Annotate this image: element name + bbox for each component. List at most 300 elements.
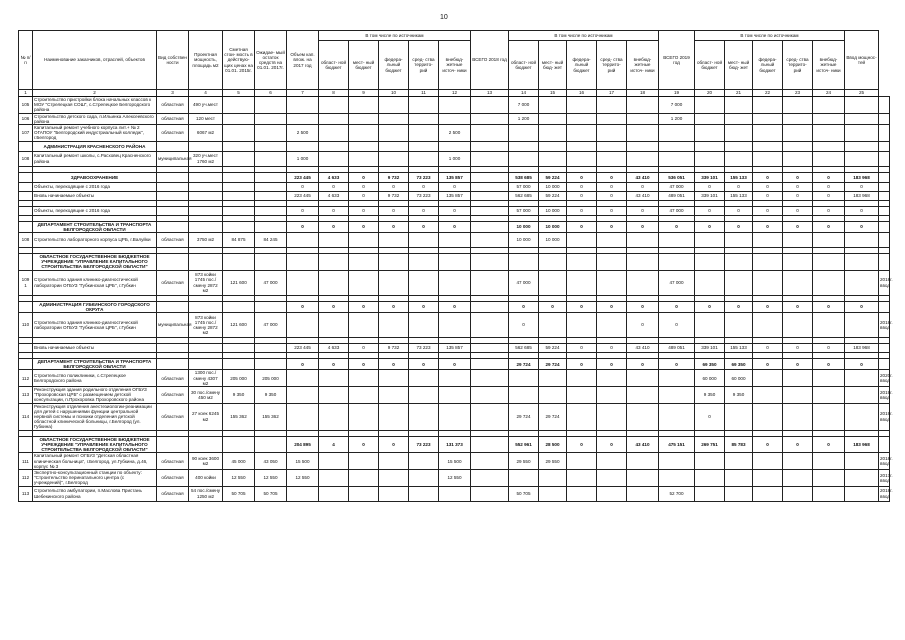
row-value: 0 xyxy=(813,221,845,232)
row-value: 4 xyxy=(319,436,349,453)
row-value: 0 xyxy=(567,359,597,370)
column-number: 21 xyxy=(725,90,753,97)
row-value: 47 000 xyxy=(659,182,695,191)
row-capacity xyxy=(189,191,223,200)
row-capacity xyxy=(189,344,223,353)
row-value xyxy=(471,436,509,453)
row-value xyxy=(659,125,695,142)
row-value: 60 000 xyxy=(725,370,753,387)
row-value xyxy=(349,370,379,387)
row-capacity: 120 мест xyxy=(189,113,223,124)
row-capacity xyxy=(189,141,223,151)
row-value: 552 961 xyxy=(509,436,539,453)
row-value xyxy=(695,125,725,142)
row-value: 0 xyxy=(783,301,813,312)
row-value xyxy=(783,469,813,486)
row-value xyxy=(725,125,753,142)
row-value xyxy=(409,270,439,295)
row-value: 0 xyxy=(439,206,471,215)
row-value: 1 200 xyxy=(659,113,695,124)
row-ownership xyxy=(157,221,189,232)
row-value xyxy=(879,301,890,312)
row-value xyxy=(509,370,539,387)
row-value xyxy=(409,97,439,114)
row-value: 0 xyxy=(627,221,659,232)
row-value: 0 xyxy=(627,182,659,191)
row-value: 0 xyxy=(567,191,597,200)
row-value: 0 xyxy=(813,182,845,191)
row-value: 0 xyxy=(439,301,471,312)
row-value: 204 895 xyxy=(287,436,319,453)
row-value: 0 xyxy=(567,172,597,182)
row-value xyxy=(813,387,845,404)
row-capacity: 1300 пос./смену 4307 м2 xyxy=(189,370,223,387)
row-name: Экспертно-консультационный станции по объекту: "Строительство перинатального центра (с учреждений)", г.Белгород xyxy=(33,469,157,486)
row-value xyxy=(471,453,509,470)
row-value xyxy=(439,313,471,338)
row-value: 0 xyxy=(845,206,879,215)
row-value xyxy=(379,97,409,114)
header-cost: Сметная стои- мость в действую- щих ценах на 01.01. 2015г. xyxy=(223,31,255,90)
row-value xyxy=(627,151,659,166)
row-value xyxy=(567,453,597,470)
row-value xyxy=(409,151,439,166)
table-row xyxy=(19,206,890,215)
column-number: 17 xyxy=(597,90,627,97)
row-number: 112 xyxy=(19,370,33,387)
row-value xyxy=(783,270,813,295)
row-value: 0 xyxy=(379,206,409,215)
row-ownership: муниципальная xyxy=(157,151,189,166)
row-value: 12 550 xyxy=(287,469,319,486)
row-value xyxy=(597,270,627,295)
row-value xyxy=(539,387,567,404)
row-number xyxy=(19,344,33,353)
row-value xyxy=(627,113,659,124)
row-value: 0 xyxy=(409,221,439,232)
row-value: 0 xyxy=(539,301,567,312)
column-number: 1 xyxy=(19,90,33,97)
row-value xyxy=(783,313,813,338)
row-value xyxy=(783,387,813,404)
row-value xyxy=(471,469,509,486)
row-value xyxy=(409,125,439,142)
row-value xyxy=(695,270,725,295)
row-value: 47 000 xyxy=(255,313,287,338)
column-number: 12 xyxy=(439,90,471,97)
row-value xyxy=(725,97,753,114)
row-value: 223 445 xyxy=(287,172,319,182)
column-number: 23 xyxy=(783,90,813,97)
row-value xyxy=(539,486,567,501)
row-ownership: областная xyxy=(157,370,189,387)
row-value xyxy=(319,486,349,501)
row-value: 135 857 xyxy=(439,344,471,353)
row-number xyxy=(19,206,33,215)
row-value xyxy=(349,254,379,271)
row-number: 114 xyxy=(19,403,33,430)
row-value: 0 xyxy=(597,172,627,182)
row-value xyxy=(597,141,627,151)
section-row xyxy=(19,359,890,370)
row-value: 0 xyxy=(813,172,845,182)
row-value xyxy=(725,254,753,271)
row-name: Реконструкция отделения анестезиологии-реанимации для детей с нарушениями функции центральной нервной системы и психики отделения детской областной клинической больницы, г.Белгород (ул. Губкина) xyxy=(33,403,157,430)
row-value: 0 xyxy=(379,359,409,370)
row-value xyxy=(319,370,349,387)
column-number: 18 xyxy=(627,90,659,97)
row-value xyxy=(627,387,659,404)
row-number: 105 xyxy=(19,97,33,114)
row-value: 1 000 xyxy=(287,151,319,166)
row-value xyxy=(567,469,597,486)
row-value xyxy=(471,387,509,404)
row-value: 0 xyxy=(597,191,627,200)
row-value: 0 xyxy=(753,221,783,232)
row-ownership xyxy=(157,359,189,370)
row-value: 10 000 xyxy=(539,233,567,248)
row-value xyxy=(695,469,725,486)
row-ownership xyxy=(157,344,189,353)
row-value: 205 000 xyxy=(223,370,255,387)
row-name: Объекты, переходящие с 2016 года xyxy=(33,206,157,215)
row-value xyxy=(255,301,287,312)
header-name: Наименование заказчиков, отраслей, объектов xyxy=(33,31,157,90)
row-value: 2018г. ввод xyxy=(879,270,890,295)
row-capacity xyxy=(189,359,223,370)
row-value xyxy=(725,403,753,430)
row-value xyxy=(725,141,753,151)
column-number: 7 xyxy=(287,90,319,97)
row-value xyxy=(439,233,471,248)
row-value xyxy=(471,172,509,182)
row-value: 12 550 xyxy=(439,469,471,486)
header-src: мест- ный бюджет xyxy=(349,41,379,90)
header-src: сред- ства террито- рий xyxy=(597,41,627,90)
row-ownership: областная xyxy=(157,453,189,470)
row-value: 0 xyxy=(349,206,379,215)
row-value xyxy=(439,403,471,430)
row-value xyxy=(567,151,597,166)
row-value xyxy=(845,403,879,430)
row-value: 0 xyxy=(783,436,813,453)
row-value: 2020г. ввод xyxy=(879,370,890,387)
row-value xyxy=(813,453,845,470)
row-value xyxy=(255,191,287,200)
row-value xyxy=(597,403,627,430)
row-value: 28 500 xyxy=(539,436,567,453)
header-src: внебюд- жетные источ- ники xyxy=(813,41,845,90)
row-value xyxy=(695,113,725,124)
row-number xyxy=(19,141,33,151)
row-value: 0 xyxy=(783,182,813,191)
row-value xyxy=(725,486,753,501)
row-value: 0 xyxy=(349,191,379,200)
row-name: Строительство здания клинико-диагностической лаборатории ОГБУЗ "Губкинская ЦРБ", г.Губкин xyxy=(33,270,157,295)
row-value xyxy=(845,97,879,114)
row-value xyxy=(725,453,753,470)
row-value xyxy=(471,313,509,338)
row-value: 0 xyxy=(287,301,319,312)
row-value xyxy=(409,469,439,486)
row-value: 73 223 xyxy=(409,172,439,182)
row-capacity: 490 уч.мест xyxy=(189,97,223,114)
row-value xyxy=(597,370,627,387)
table-row xyxy=(19,113,890,124)
row-value xyxy=(783,453,813,470)
row-value: 0 xyxy=(659,301,695,312)
row-value: 0 xyxy=(627,206,659,215)
row-value: 9 350 xyxy=(695,387,725,404)
row-value xyxy=(255,206,287,215)
row-value xyxy=(379,486,409,501)
row-value xyxy=(783,486,813,501)
row-value: 0 xyxy=(409,359,439,370)
row-name: Капитальный ремонт учебного корпуса лит.+ № 2 ОГАПОУ "Белгородский индустриальный колледж", г.Белгород xyxy=(33,125,157,142)
table-row xyxy=(19,97,890,114)
row-value xyxy=(879,113,890,124)
row-value: 2 500 xyxy=(287,125,319,142)
row-value: 183 968 xyxy=(845,172,879,182)
row-value: 69 350 xyxy=(725,359,753,370)
column-number: 3 xyxy=(157,90,189,97)
row-value xyxy=(287,387,319,404)
row-value xyxy=(349,113,379,124)
row-ownership: областная xyxy=(157,403,189,430)
row-value: 0 xyxy=(567,206,597,215)
row-value: 0 xyxy=(379,182,409,191)
row-value xyxy=(813,469,845,486)
row-value: 0 xyxy=(379,221,409,232)
table-row xyxy=(19,125,890,142)
row-value: 0 xyxy=(725,221,753,232)
row-value xyxy=(223,359,255,370)
row-number: 106 xyxy=(19,113,33,124)
row-value xyxy=(409,254,439,271)
row-value: 339 101 xyxy=(695,344,725,353)
row-value xyxy=(753,97,783,114)
row-value: 0 xyxy=(287,221,319,232)
row-value: 10 000 xyxy=(539,182,567,191)
row-value xyxy=(813,370,845,387)
table-row xyxy=(19,344,890,353)
row-value: 10 000 xyxy=(539,221,567,232)
row-name: Капитальный ремонт ОГБУЗ "Детская областная клиническая больница", г.Белгород, ул.Губкина, д.46, корпус № 3 xyxy=(33,453,157,470)
table-row xyxy=(19,233,890,248)
header-sources-c: В том числе по источникам xyxy=(695,31,845,41)
row-value: 9 732 xyxy=(379,191,409,200)
row-value xyxy=(695,254,725,271)
row-value: 0 xyxy=(753,182,783,191)
row-value xyxy=(379,141,409,151)
row-value: 47 000 xyxy=(255,270,287,295)
row-value xyxy=(379,125,409,142)
row-value xyxy=(409,370,439,387)
row-value xyxy=(349,313,379,338)
row-value xyxy=(813,403,845,430)
row-value xyxy=(753,453,783,470)
row-value: 0 xyxy=(349,221,379,232)
row-ownership xyxy=(157,436,189,453)
row-value xyxy=(255,141,287,151)
column-number: 6 xyxy=(255,90,287,97)
row-value xyxy=(879,191,890,200)
row-ownership: областная xyxy=(157,270,189,295)
row-value: 0 xyxy=(409,206,439,215)
row-value: 0 xyxy=(597,182,627,191)
row-value xyxy=(627,270,659,295)
row-value: 0 xyxy=(379,436,409,453)
row-number xyxy=(19,221,33,232)
row-value: 2019г. ввод xyxy=(879,403,890,430)
row-value xyxy=(627,403,659,430)
table-row xyxy=(19,270,890,295)
row-value xyxy=(223,344,255,353)
row-value xyxy=(349,270,379,295)
row-name: ДЕПАРТАМЕНТ СТРОИТЕЛЬСТВА И ТРАНСПОРТА БЕЛГОРОДСКОЙ ОБЛАСТИ xyxy=(33,221,157,232)
row-ownership xyxy=(157,191,189,200)
header-src: федера- льный бюджет xyxy=(567,41,597,90)
row-value xyxy=(287,313,319,338)
row-value: 47 000 xyxy=(509,270,539,295)
section-row xyxy=(19,436,890,453)
row-value xyxy=(223,141,255,151)
row-value xyxy=(379,370,409,387)
row-value xyxy=(223,113,255,124)
row-value xyxy=(597,254,627,271)
row-value: 0 xyxy=(597,301,627,312)
row-name: Объекты, переходящие с 2016 года xyxy=(33,182,157,191)
row-value xyxy=(223,206,255,215)
row-value xyxy=(845,141,879,151)
row-value: 85 783 xyxy=(725,436,753,453)
row-value xyxy=(753,403,783,430)
row-value xyxy=(659,403,695,430)
row-value xyxy=(845,370,879,387)
row-value xyxy=(725,113,753,124)
row-value xyxy=(567,141,597,151)
row-value: 0 xyxy=(813,206,845,215)
row-value xyxy=(319,453,349,470)
row-name: Строительство здания клинико-диагностической лаборатории ОГБУЗ "Губкинская ЦРБ", г.Губкин xyxy=(33,313,157,338)
row-value xyxy=(567,113,597,124)
row-value: 0 xyxy=(349,436,379,453)
row-value xyxy=(879,125,890,142)
row-value: 0 xyxy=(659,313,695,338)
row-value xyxy=(509,151,539,166)
row-capacity: 27 коек 6245 м2 xyxy=(189,403,223,430)
row-capacity: 90 коек 3600 м2 xyxy=(189,453,223,470)
row-value: 73 223 xyxy=(409,344,439,353)
header-src: мест- ный бюд- жет xyxy=(539,41,567,90)
row-number: 108 xyxy=(19,151,33,166)
row-name: Строительство пристройки блока начальных классов к МОУ "Стрелецкая СОШ", с.Стрелецкое Белгородского района xyxy=(33,97,157,114)
row-value: 489 051 xyxy=(659,344,695,353)
row-value xyxy=(539,151,567,166)
row-value xyxy=(813,313,845,338)
table-row xyxy=(19,313,890,338)
row-value: 0 xyxy=(567,301,597,312)
row-value: 0 xyxy=(695,301,725,312)
row-number: 113 xyxy=(19,486,33,501)
row-value xyxy=(753,313,783,338)
row-value xyxy=(255,151,287,166)
row-value: 0 xyxy=(597,436,627,453)
row-value: 43 410 xyxy=(627,191,659,200)
header-src: внебюд- жетные источ- ники xyxy=(627,41,659,90)
row-value xyxy=(319,125,349,142)
row-value: 223 445 xyxy=(287,191,319,200)
row-value: 0 xyxy=(725,182,753,191)
row-value: 0 xyxy=(349,172,379,182)
row-value xyxy=(813,233,845,248)
row-value xyxy=(813,125,845,142)
row-ownership: областная xyxy=(157,469,189,486)
row-value xyxy=(471,151,509,166)
row-capacity: 873 койки 1745 пос./смену 2872 м2 xyxy=(189,270,223,295)
row-value: 489 051 xyxy=(659,191,695,200)
row-value: 0 xyxy=(813,344,845,353)
row-value: 155 133 xyxy=(725,172,753,182)
row-value xyxy=(627,97,659,114)
row-name: ЗДРАВООХРАНЕНИЕ xyxy=(33,172,157,182)
row-value xyxy=(695,453,725,470)
row-value xyxy=(439,97,471,114)
row-value xyxy=(223,182,255,191)
row-value xyxy=(659,151,695,166)
row-value xyxy=(439,370,471,387)
row-value: 0 xyxy=(597,344,627,353)
row-value: 29 550 xyxy=(509,453,539,470)
row-value xyxy=(783,113,813,124)
row-value xyxy=(471,113,509,124)
row-value xyxy=(287,403,319,430)
row-value xyxy=(223,97,255,114)
row-value: 0 xyxy=(349,301,379,312)
column-number: 2 xyxy=(33,90,157,97)
row-value xyxy=(845,151,879,166)
header-src: област- ной бюджет xyxy=(695,41,725,90)
row-value: 57 000 xyxy=(509,206,539,215)
row-value xyxy=(627,453,659,470)
row-capacity xyxy=(189,254,223,271)
row-number xyxy=(19,436,33,453)
row-value xyxy=(627,233,659,248)
row-value: 0 xyxy=(567,221,597,232)
row-value xyxy=(567,370,597,387)
row-value xyxy=(695,97,725,114)
row-value xyxy=(879,221,890,232)
row-value xyxy=(379,270,409,295)
row-name: АДМИНИСТРАЦИЯ ГУБКИНСКОГО ГОРОДСКОГО ОКРУГА xyxy=(33,301,157,312)
row-name: Реконструкция здания родильного отделения ОГБУЗ "Прохоровская ЦРБ" с размещением детской консультации, п.Прохоровка Прохоровского района xyxy=(33,387,157,404)
row-value xyxy=(753,270,783,295)
row-value xyxy=(879,151,890,166)
row-value xyxy=(255,436,287,453)
column-number: 16 xyxy=(567,90,597,97)
row-number: 109 1 xyxy=(19,270,33,295)
section-row xyxy=(19,141,890,151)
row-number xyxy=(19,182,33,191)
row-value xyxy=(695,151,725,166)
row-value xyxy=(627,125,659,142)
row-value: 43 410 xyxy=(627,436,659,453)
row-name: АДМИНИСТРАЦИЯ КРАСНЕНСКОГО РАЙОНА xyxy=(33,141,157,151)
row-value xyxy=(287,270,319,295)
row-value xyxy=(813,141,845,151)
row-value xyxy=(539,141,567,151)
row-value xyxy=(287,254,319,271)
